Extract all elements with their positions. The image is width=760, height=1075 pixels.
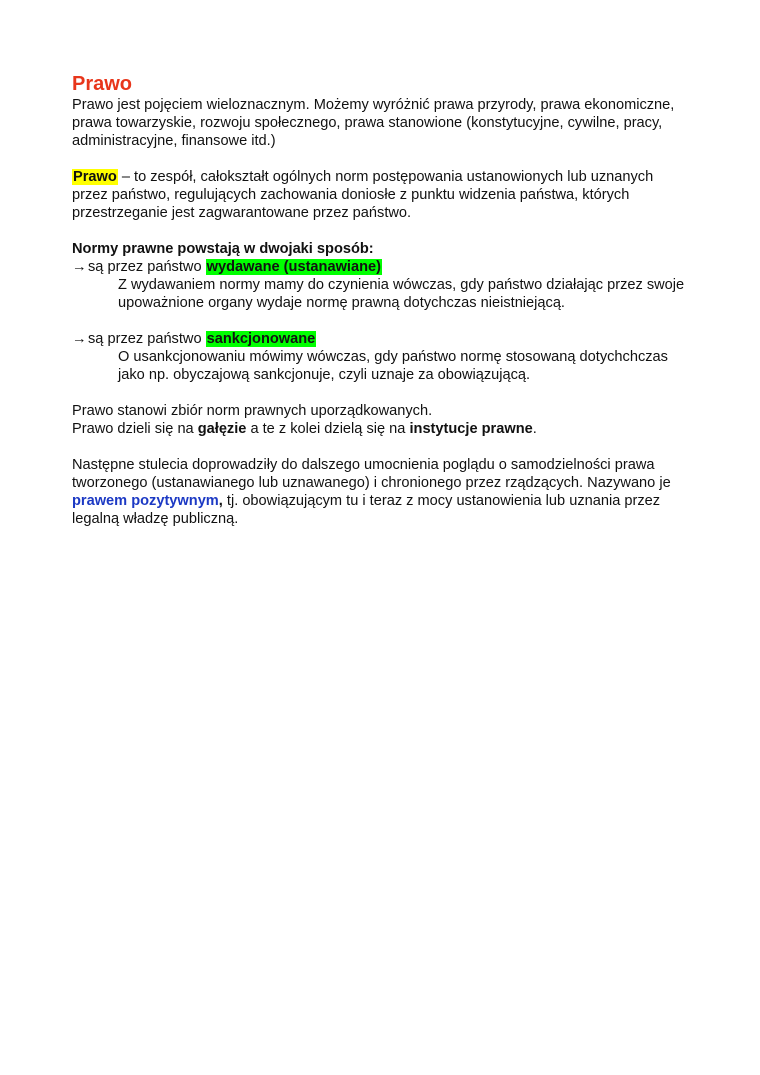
norm-item-1 bbox=[72, 258, 692, 276]
page-title: Prawo bbox=[72, 73, 133, 95]
intro-paragraph: Prawo jest pojęciem wieloznacznym. Możemy wyróżnić prawa przyrody, prawa ekonomiczne, prawa towarzyskie, rozwoju społecznego, prawa stanowione (konstytucyjne, cywilne, pracy, administracyjne, finansowe itd.) bbox=[72, 97, 675, 149]
right-arrow-icon: → bbox=[72, 331, 87, 347]
positive-law-text-a: Następne stulecia doprowadziły do dalszego umocnienia poglądu o samodzielności prawa tworzonego (ustanawianego lub uznawanego) i chronionego przez rządzących. Nazywano je bbox=[72, 457, 671, 491]
positive-law-paragraph bbox=[72, 456, 692, 528]
institutions-term: instytucje prawne bbox=[409, 421, 533, 437]
right-arrow-icon: → bbox=[72, 259, 87, 275]
system-line-1: Prawo stanowi zbiór norm prawnych uporządkowanych. bbox=[72, 403, 433, 419]
system-line-2 bbox=[72, 420, 692, 438]
norm-item-1-prefix: są przez państwo bbox=[88, 259, 206, 275]
spacer bbox=[72, 384, 692, 402]
spacer bbox=[72, 438, 692, 456]
positive-law-term: prawem pozytywnym bbox=[72, 493, 219, 509]
definition-paragraph bbox=[72, 168, 692, 222]
norms-heading-text: Normy prawne powstają w dwojaki sposób: bbox=[72, 241, 374, 257]
norm-item-1-highlight: wydawane (ustanawiane) bbox=[206, 259, 381, 275]
norm-item-2-highlight: sankcjonowane bbox=[206, 331, 316, 347]
spacer bbox=[72, 312, 692, 330]
definition-term: Prawo bbox=[73, 169, 117, 185]
document-page bbox=[72, 72, 692, 528]
definition-text: – to zespół, całokształt ogólnych norm postępowania ustanowionych lub uznanych przez państwo, regulujących zachowania doniosłe z punktu widzenia państwa, których przestrzeganie jest zagwarantowane przez państwo. bbox=[72, 169, 654, 221]
system-line-2-text-a: Prawo dzieli się na bbox=[72, 421, 198, 437]
branches-term: gałęzie bbox=[197, 421, 247, 437]
norm-item-1-description: Z wydawaniem normy mamy do czynienia wówczas, gdy państwo działając przez swoje upoważnione organy wydaje normę prawną dotychczas nieistniejącą. bbox=[118, 277, 685, 311]
norm-item-2 bbox=[72, 330, 692, 348]
spacer bbox=[72, 150, 692, 168]
norm-item-2-description: O usankcjonowaniu mówimy wówczas, gdy państwo normę stosowaną dotychchczas jako np. obyczajową sankcjonuje, czyli uznaje za obowiązującą. bbox=[118, 349, 668, 383]
system-line-2-text-c: . bbox=[532, 421, 537, 437]
spacer bbox=[72, 222, 692, 240]
norms-heading bbox=[72, 240, 692, 258]
positive-law-text-b: tj. obowiązującym tu i teraz z mocy ustanowienia lub uznania przez legalną władzę publiczną. bbox=[72, 493, 661, 527]
system-line-2-text-b: a te z kolei dzielą się na bbox=[246, 421, 410, 437]
positive-law-comma: , bbox=[218, 493, 223, 509]
norm-item-2-prefix: są przez państwo bbox=[88, 331, 206, 347]
